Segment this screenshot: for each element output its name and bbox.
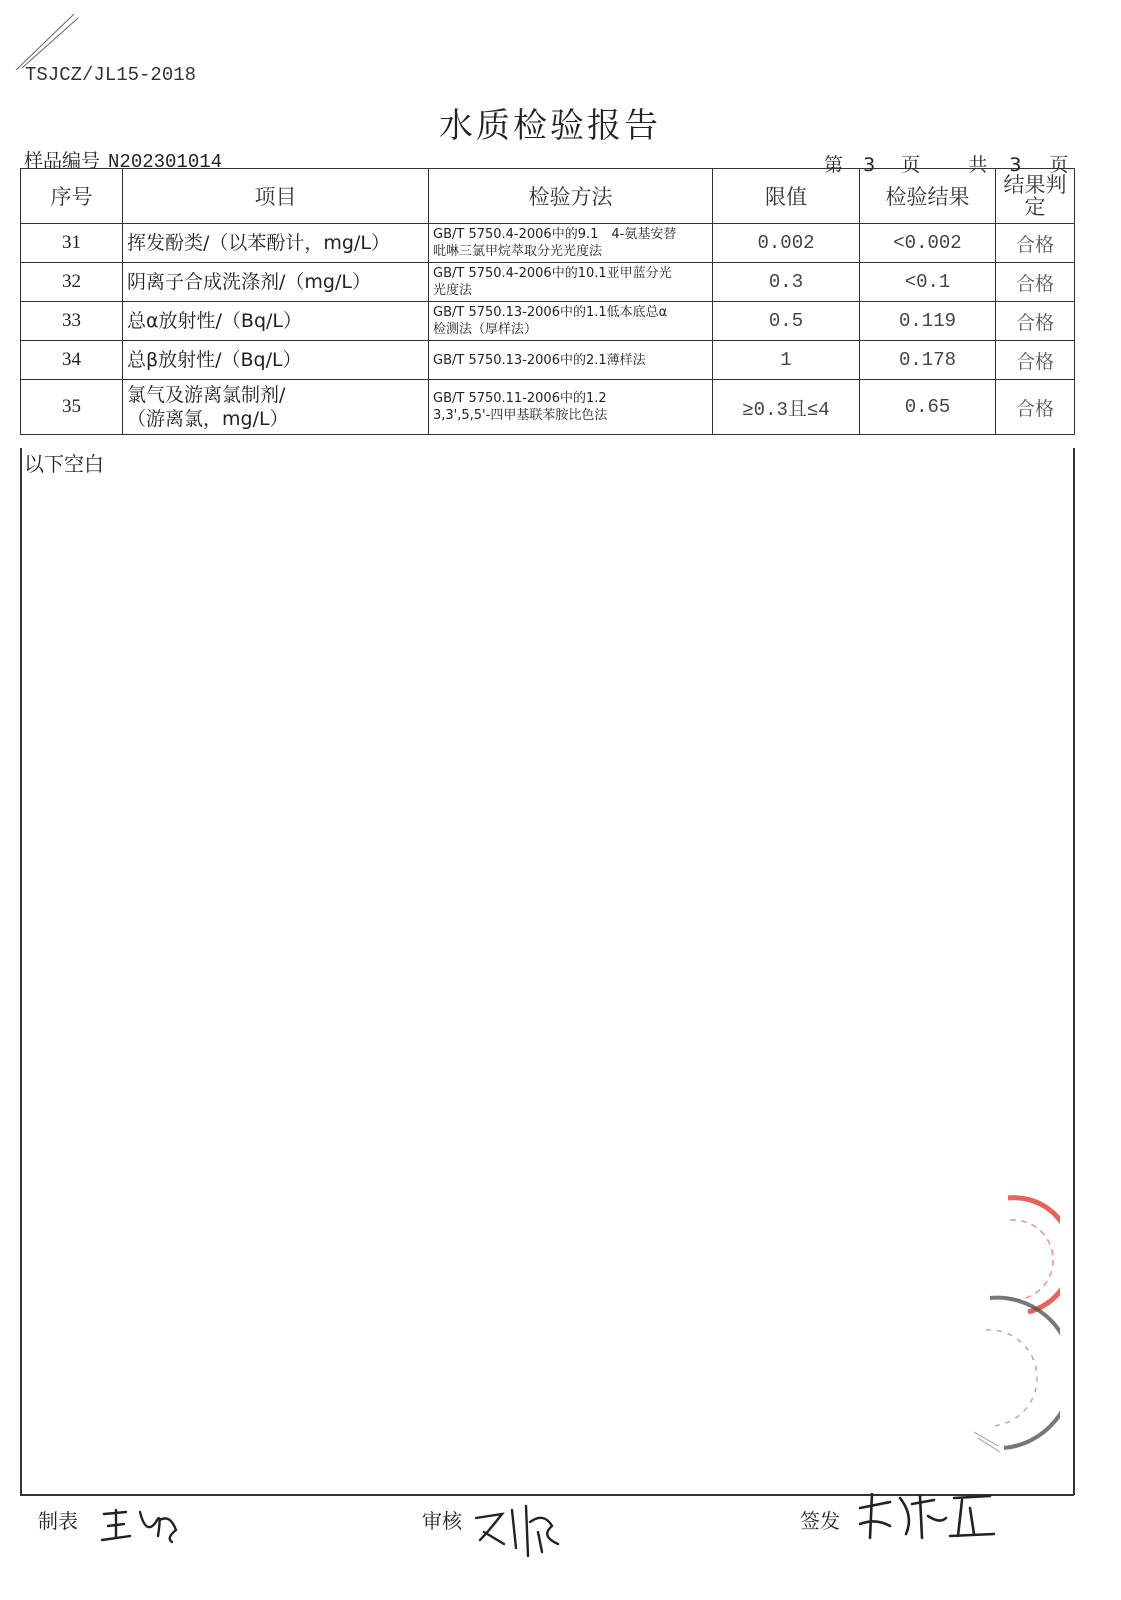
method-line1: GB/T 5750.13-2006中的2.1薄样法 bbox=[433, 352, 646, 368]
cell-method bbox=[429, 263, 713, 302]
cell-method bbox=[429, 302, 713, 341]
document-code: TSJCZ/JL15-2018 bbox=[25, 64, 197, 86]
table-row bbox=[21, 380, 1075, 435]
cell-judgement: 合格 bbox=[996, 224, 1075, 263]
sample-number-value: N202301014 bbox=[108, 151, 223, 173]
results-table bbox=[20, 168, 1075, 435]
total-prefix: 共 bbox=[968, 154, 988, 176]
cell-serial: 34 bbox=[21, 341, 123, 380]
page-total: 3 bbox=[1009, 154, 1022, 176]
cell-limit: 0.5 bbox=[713, 302, 860, 341]
blank-below-note: 以下空白 bbox=[24, 452, 104, 476]
cell-result: 0.178 bbox=[860, 341, 996, 380]
method-line1: GB/T 5750.4-2006中的9.1 4-氨基安替 bbox=[433, 227, 677, 242]
cell-result: <0.1 bbox=[860, 263, 996, 302]
cell-limit: 1 bbox=[713, 341, 860, 380]
signature-issued-icon bbox=[850, 1478, 1000, 1548]
page-prefix: 第 bbox=[824, 154, 844, 176]
cell-item bbox=[123, 341, 429, 380]
header-item: 项目 bbox=[123, 169, 429, 224]
table-header-row bbox=[21, 169, 1075, 224]
total-word: 页 bbox=[1049, 154, 1069, 176]
signature-reviewed-icon bbox=[470, 1492, 570, 1562]
method-line2: 光度法 bbox=[433, 283, 473, 298]
cell-item bbox=[123, 302, 429, 341]
cell-limit: ≥0.3且≤4 bbox=[713, 380, 860, 435]
method-line1: GB/T 5750.13-2006中的1.1低本底总α bbox=[433, 305, 668, 320]
cell-serial: 32 bbox=[21, 263, 123, 302]
signature-prepared-icon bbox=[96, 1492, 186, 1552]
item-line2: （游离氯，mg/L） bbox=[127, 408, 289, 430]
cell-method bbox=[429, 341, 713, 380]
page-word: 页 bbox=[901, 154, 921, 176]
item-line1: 阴离子合成洗涤剂/（mg/L） bbox=[127, 271, 371, 293]
table-row bbox=[21, 263, 1075, 302]
cell-result: <0.002 bbox=[860, 224, 996, 263]
method-line1: GB/T 5750.11-2006中的1.2 bbox=[433, 391, 607, 406]
item-line1: 氯气及游离氯制剂/ bbox=[127, 384, 286, 406]
header-serial: 序号 bbox=[21, 169, 123, 224]
header-method: 检验方法 bbox=[429, 169, 713, 224]
header-judgement: 结果判定 bbox=[996, 169, 1075, 224]
method-line2: 吡啉三氯甲烷萃取分光光度法 bbox=[433, 244, 603, 259]
cell-judgement: 合格 bbox=[996, 263, 1075, 302]
sample-number-label: 样品编号 bbox=[24, 150, 101, 172]
header-limit: 限值 bbox=[713, 169, 860, 224]
table-row bbox=[21, 341, 1075, 380]
scan-mark-icon bbox=[6, 8, 86, 78]
cell-serial: 35 bbox=[21, 380, 123, 435]
item-line1: 总β放射性/（Bq/L） bbox=[127, 349, 302, 371]
issued-by-label: 签发 bbox=[800, 1509, 840, 1533]
reviewed-by-label: 审核 bbox=[422, 1509, 462, 1533]
item-line1: 挥发酚类/（以苯酚计，mg/L） bbox=[127, 232, 390, 254]
header-result: 检验结果 bbox=[860, 169, 996, 224]
table-row bbox=[21, 224, 1075, 263]
cell-item bbox=[123, 263, 429, 302]
cell-method bbox=[429, 380, 713, 435]
prepared-by-label: 制表 bbox=[38, 1509, 78, 1533]
item-line1: 总α放射性/（Bq/L） bbox=[127, 310, 303, 332]
cell-judgement: 合格 bbox=[996, 341, 1075, 380]
official-seal-icon bbox=[940, 1190, 1060, 1470]
cell-result: 0.119 bbox=[860, 302, 996, 341]
cell-item bbox=[123, 380, 429, 435]
table-row bbox=[21, 302, 1075, 341]
cell-result: 0.65 bbox=[860, 380, 996, 435]
page-current: 3 bbox=[863, 154, 876, 176]
cell-limit: 0.3 bbox=[713, 263, 860, 302]
cell-judgement: 合格 bbox=[996, 380, 1075, 435]
cell-limit: 0.002 bbox=[713, 224, 860, 263]
frame-right-border bbox=[1073, 448, 1075, 1495]
method-line2: 3,3',5,5'-四甲基联苯胺比色法 bbox=[433, 408, 608, 423]
cell-serial: 31 bbox=[21, 224, 123, 263]
cell-serial: 33 bbox=[21, 302, 123, 341]
frame-left-border bbox=[20, 448, 22, 1495]
cell-method bbox=[429, 224, 713, 263]
cell-judgement: 合格 bbox=[996, 302, 1075, 341]
method-line2: 检测法（厚样法） bbox=[433, 322, 538, 337]
report-title: 水质检验报告 bbox=[439, 106, 661, 146]
method-line1: GB/T 5750.4-2006中的10.1亚甲蓝分光 bbox=[433, 266, 672, 281]
cell-item bbox=[123, 224, 429, 263]
